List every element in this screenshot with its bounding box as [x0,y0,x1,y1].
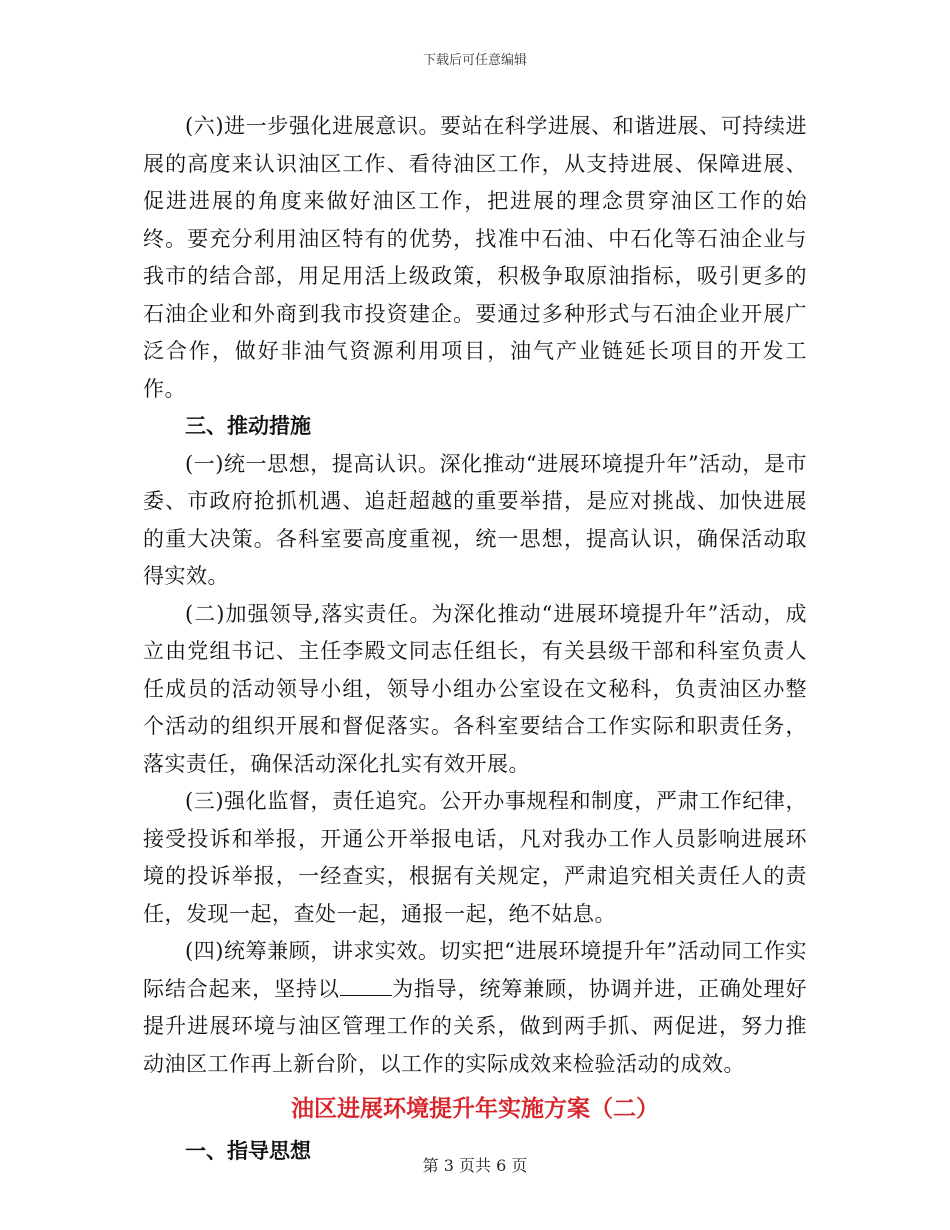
page-number: 第 3 页共 6 页 [422,1156,528,1175]
fill-in-blank [340,977,392,996]
measure-4-text-after: 为指导，统筹兼顾，协调并进，正确处理好提升进展环境与油区管理工作的关系，做到两手抓、两促进，努力推动油区工作再上新台阶，以工作的实际成效来检验活动的成效。 [143,976,808,1076]
page-header: 下载后可任意编辑 [422,53,527,68]
paragraph-item-6: (六)进一步强化进展意识。要站在科学进展、和谐进展、可持续进展的高度来认识油区工作、看待油区工作，从支持进展、保障进展、促进进展的角度来做好油区工作，把进展的理念贯穿油区工作的始终。要充分利用油区特有的优势，找准中石油、中石化等石油企业与我市的结合部，用足用活上级政策，积极争取原油指标，吸引更多的石油企业和外商到我市投资建企。要通过多种形式与石油企业开展广泛合作，做好非油气资源利用项目，油气产业链延长项目的开发工作。 [143,114,807,401]
section-heading-guiding-thought: 一、指导思想 [185,1139,311,1163]
paragraph-measure-2: (二)加强领导,落实责任。为深化推动“进展环境提升年”活动，成立由党组书记、主任李殿文同志任组长，有关县级干部和科室负责人任成员的活动领导小组，领导小组办公室设在文秘科，负责油区办整个活动的组织开展和督促落实。各科室要结合工作实际和职责任务，落实责任，确保活动深化扎实有效开展。 [143,601,807,776]
section-heading-measures: 三、推动措施 [185,414,311,438]
paragraph-measure-3: (三)强化监督，责任追究。公开办事规程和制度，严肃工作纪律，接受投诉和举报，开通公开举报电话，凡对我办工作人员影响进展环境的投诉举报，一经查实，根据有关规定，严肃追究相关责任人的责任，发现一起，查处一起，通报一起，绝不姑息。 [143,789,807,926]
measure-4-text-before: (四)统筹兼顾，讲求实效。切实把“进展环境提升年”活动同工作实际结合起来，坚持以 [143,939,807,1001]
paragraph-measure-4 [143,933,807,1083]
document-title: 油区进展环境提升年实施方案（二） [291,1096,659,1122]
paragraph-measure-1: (一)统一思想，提高认识。深化推动“进展环境提升年”活动，是市委、市政府抢抓机遇、追赶超越的重要举措，是应对挑战、加快进展的重大决策。各科室要高度重视，统一思想，提高认识，确保活动取得实效。 [143,451,807,588]
document-body [143,108,807,1171]
